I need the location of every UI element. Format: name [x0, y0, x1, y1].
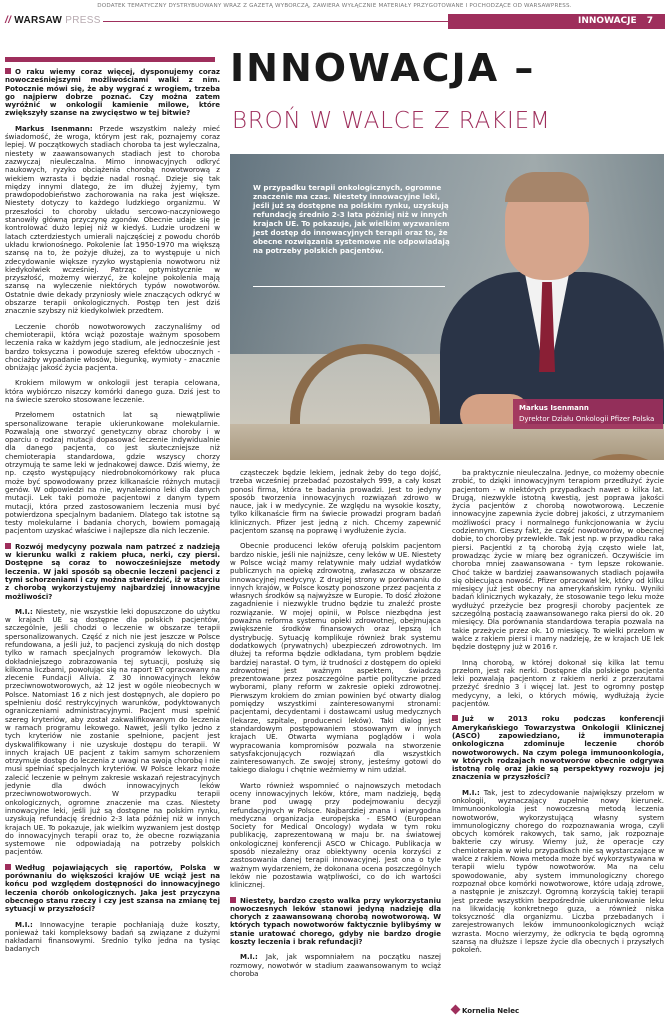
paragraph-text: Obecnie producenci leków oferują polskim pacjentom bardzo niskie, jeśli nie najniższe, ceny leków w UE. Niestety w Polsce wciąż mamy relatywnie mały udział wydatków publicznych na opiekę zdrowotną, zwłaszcza w obszarze innowacyjnej medycyny. Z drugiej strony w porównaniu do innych krajów, w Polsce koszty ponoszone przez pacjenta z własnych środków są najwyższe w Europie. To dość złożone zagadnienie i niezwykle trudno będzie tu znaleźć proste rozwiązanie. W mojej opinii, w Polsce niezbędna jest poważna reforma systemu opieki zdrowotnej, obejmująca zwiększenie środków finansowych oraz lepszą ich dystrybucję. Sytuację komplikuje również brak systemu dodatkowych (prywatnych) ubezpieczeń zdrowotnych. Im dłużej ta reforma będzie odkładana, tym problem będzie bardziej narastał. O tym, iż trudności z dostępem do opieki zdrowotnej jest ważnym aspektem, świadczą prezentowane przez poszczególne partie polityczne przed wyborami, plany reform w zakresie opieki zdrowotnej. Pierwszym krokiem do zmian powinien być otwarty dialog pomiędzy wszystkimi zainteresowanymi stronami: pacjentami, decydentami i dostawcami usług medycznych (lekarze, szpitale, producenci leków). Taki dialog jest standardowym postępowaniem stosowanym w innych krajach UE. Otwarta wymiana poglądów i wola wypracowania kompromisów pozwala na stworzenie satysfakcjonujących rozwiązań dla wszystkich zainteresowanych. Ze swojej strony, jesteśmy gotowi do takiego dialogu i chętnie weźmiemy w nim udział.	[230, 541, 441, 775]
logo-press: PRESS	[65, 15, 101, 26]
answer-paragraph	[452, 789, 664, 955]
answer-paragraph	[452, 469, 664, 652]
answer-paragraph	[452, 659, 664, 709]
answer-paragraph	[230, 542, 441, 774]
question-paragraph	[5, 864, 220, 914]
paragraph-text: Tak, jest to zdecydowanie największy przełom w onkologii, wyznaczający zupełnie nowy kierunek. Immunoonkologia jest nowoczesną metodą leczenia nowotworów, wykorzystującą własny system immunologiczny chorego do rozpoznawania wroga, czyli obcych komórek rakowych, tak samo, jak rozpoznaje bakterie czy wirusy. Wiemy już, że operacje czy chemioterapia w wielu przypadkach nie są wystarczające w walce z rakiem. Nowa metoda może być wykorzystywana w terapii wielu typów nowotworów. Ma na celu spowodowanie, aby system immunologiczny chorego rozpoznał obce komórki nowotworowe, które udają zdrowe, a następnie je zniszczył. Ogromną korzyścią takiej terapii jest przede wszystkim bezpośrednie ukierunkowanie leku na likwidację konkretnego guza, a również niska toksyczność dla organizmu. Liczba przebadanych i zarejestrowanych leków immunoonkologicznych wciąż wzrasta. Mocno wierzymy, że odkrycia te będą ogromną szansą na dłuższe i lepsze życie dla obecnych i przyszłych pokoleń.	[452, 787, 664, 955]
bullet-square-icon	[5, 68, 11, 74]
article-title: INNOWACJA –	[230, 46, 536, 90]
article-subtitle: BROŃ W WALCE Z RAKIEM	[232, 108, 551, 134]
person-name: Markus Isenmann	[519, 404, 589, 412]
paragraph-text: Niestety, bardzo często walka przy wykorzystaniu nowoczesnych leków stanowi jedyną nadzieję dla chorych z zaawansowaną chorobą nowotworową. W których typach nowotworów faktycznie bylibyśmy w stanie uratować chorego, gdyby nie bardzo drogie koszty leczenia i brak refundacji?	[230, 895, 441, 947]
title-accent-bar	[5, 57, 215, 62]
speaker-label: Markus Isenmann:	[15, 123, 93, 133]
answer-paragraph	[230, 782, 441, 890]
section-label: INNOWACJE	[578, 16, 637, 26]
answer-paragraph	[5, 379, 220, 404]
logo-main: WARSAW	[14, 15, 63, 26]
speaker-label: M.I.:	[15, 606, 33, 616]
question-paragraph	[230, 897, 441, 947]
publication-logo	[5, 15, 101, 26]
paragraph-text: Krokiem milowym w onkologii jest terapia celowana, która wybiórczo niszczy komórki danego guza. Dziś jest to na świecie szeroko stosowane leczenie.	[5, 378, 220, 404]
column-3	[452, 469, 664, 962]
bullet-square-icon	[5, 543, 11, 549]
column-3-body	[452, 469, 664, 955]
header-rule	[103, 21, 448, 22]
answer-paragraph	[230, 953, 441, 978]
section-bar	[448, 14, 665, 29]
column-1-body	[5, 125, 220, 954]
paragraph-text: Przede wszystkim należy mieć świadomość, że wroga, którym jest rak, poznajemy coraz lepiej. W początkowych stadiach choroba ta jest wyleczalna, niestety w zaawansowanych stadiach jest to choroba zazwyczaj nieuleczalna. Mimo innowacyjnych odkryć naukowych, ryzyko obciążenia chorobą nowotworową z wiekiem wzrasta i będzie nadal rosnąć. Dzieje się tak między innymi dlatego, że im dłużej żyjemy, tym prawdopodobieństwo zachorowania na raka jest większe. Niestety dotyczy to każdego ludzkiego organizmu. W przeszłości to choroby układu sercowo-naczyniowego stanowiły główną przyczynę zgonów. Obecnie udaje się je kontrolować dużo lepiej niż w kiedyś. Ludzie urodzeni w latach czterdziestych umierali najczęściej z powodu chorób układu krwionośnego. Pokolenie lat 1950-1970 ma większą szansę na to, że pożyje dłużej, za to występuje u nich zdecydowanie większe ryzyko wystąpienia nowotworu niż kiedykolwiek wcześniej. Patrząc optymistycznie w przyszłość, możemy wierzyć, że kolejne pokolenia mają szansę na wyleczenie niektórych typów nowotworów. Ostatnie dwie dekady przyniosły wiele znaczących odkryć w obszarze terapii onkologicznych. Postęp ten jest dziś znacznie szybszy niż kiedykolwiek przedtem.	[5, 123, 220, 316]
speaker-label: M.I.:	[462, 787, 480, 797]
paragraph-text: cząsteczek będzie lekiem, jednak żeby do tego dojść, trzeba wcześniej przebadać pozostałych 999, a cały koszt ponosi firma, która te badania prowadzi. Jest to jedyny sposób tworzenia innowacyjnych rozwiązań zdrowo w nauce, jak i w medycynie. Ze względu na wysokie koszty, tylko kilkanaście firm na świecie prowadzi program badań klinicznych. Pfizer jest jedną z nich. Chcemy zapewnić pacjentom szansę na poprawę i wydłużenie życia.	[230, 468, 441, 536]
answer-paragraph	[5, 921, 220, 954]
paragraph-text: Leczenie chorób nowotworowych zaczynaliśmy od chemioterapii, która wciąż pozostaje ważnym sposobem leczenia raka w każdym jego stadium, ale jednocześnie jest bardzo toksyczna i powoduje szereg efektów ubocznych - chociażby wypadanie włosów, biegunkę, wymioty - znacznie obniżając jakość życia pacjenta.	[5, 321, 220, 373]
answer-paragraph	[5, 411, 220, 535]
top-strip: DODATEK TEMATYCZNY DYSTRYBUOWANY WRAZ Z GAZETĄ WYBORCZĄ, ZAWIERA WYŁĄCZNIE MATERIAŁY PRZYGOTOWANE I POCHODZĄCE OD WARSAWPRESS.	[97, 3, 572, 9]
question-paragraph	[5, 543, 220, 601]
answer-paragraph	[5, 608, 220, 857]
logo-slash: //	[5, 15, 12, 26]
paragraph-text: Rozwój medycyny pozwala nam patrzeć z nadzieją w kierunku walki z rakiem płuca, nerki, czy piersi. Dostępne są coraz to nowocześniejsze metody leczenia. W jaki sposób są obecnie leczeni pacjenci z tymi schorzeniami i czy można stwierdzić, iż w starciu z chorobą wykorzystujemy najbardziej innowacyjne możliwości?	[5, 541, 220, 601]
answer-paragraph	[5, 125, 220, 316]
bullet-square-icon	[230, 897, 236, 903]
pull-quote-rule	[253, 286, 445, 287]
paragraph-text: Warto również wspomnieć o najnowszych metodach oceny innowacyjnych leków, które, mam nadzieję, będą brane pod uwagę przy podejmowaniu decyzji refundacyjnych w Polsce. Najbardziej znana i wiarygodna medyczna organizacja europejska - ESMO (European Society for Medical Oncology) wydała w tym roku publikację, zaprezentowaną w maju br. na światowej onkologicznej konferencji ASCO w Chicago. Publikacja w sposób niezależny oraz obiektywny ocenia korzyści z zastosowania danej terapii innowacyjnej. Jest ona o tyle ważnym wydarzeniem, że dokonana ocena poszczególnych leków nie pozostawia wątpliwości, co do ich wartości klinicznej.	[230, 780, 441, 890]
paragraph-text: ba praktycznie nieuleczalna. Jednye, co możemy obecnie zrobić, to dzięki innowacyjnym terapiom przedłużyć życie pacjentom - w niektórych przypadkach nawet o kilka lat. Drugą, niezwykle istotną kwestią, jest poprawa jakości życia pacjentów z chorobą nowotworową. Leczenie innowacyjne zapewnia życie dobrej jakości, z utrzymaniem możliwości pracy i normalnego funkcjonowania w życiu codziennym. Cieszy fakt, że część nowotworów, w obecnej dobie, to choroby przewlekłe. Tak jest np. w przypadku raka piersi. Pacjentki z tą chorobą żyją często wiele lat, prowadząc życie w miarę bez ograniczeń. Oczywiście im choroba mniej zaawansowana - tym lepsze rokowanie. Choć także w bardziej zaawansowanych stadiach pojawiła się obiecująca nowość. Pfizer opracował lek, który od kilku miesięcy już jest obecny na amerykańskim rynku. Wyniki badań klinicznych wykazały, że stosowanie tego leku może wydłużyć przeżycie bez progresji choroby pacjentek ze szczególną postacią zaawansowanego raka piersi do ok. 20 miesięcy. Dla porównania standardowa terapia pozwala na takie przeżycie przez ok. 10 miesięcy. To wielki przełom w walce z rakiem piersi i mamy nadzieję, że w krajach UE lek będzie dostępny już w 2016 r.	[452, 468, 664, 652]
page-number: 7	[646, 16, 653, 26]
pen-icon	[451, 1005, 461, 1015]
paragraph-text: Już w 2013 roku podczas konferencji Amerykańskiego Towarzystwa Onkologii Klinicznej (ASCO) zapowiedziano, iż immunoterapia onkologiczna zdominuje leczenie chorób nowotworowych. Na czym polega immunoonkologia, w których rodzajach nowotworów obecnie odgrywa istotną rolę oraz jakie są perspektywy rozwoju jej znaczenia w przyszłości?	[452, 714, 664, 782]
column-1	[5, 68, 220, 961]
article-lead: O raku wiemy coraz więcej, dysponujemy coraz nowocześniejszymi możliwościami walki z nim. Potocznie mówi się, że aby wygrać z wrogiem, trzeba go najpierw dobrze poznać. Czy można zatem wyróżnić w onkologii kamienie milowe, które zwiększyły szanse na zwycięstwo w tej bitwie?	[5, 67, 220, 118]
question-paragraph	[452, 715, 664, 781]
answer-paragraph	[5, 323, 220, 373]
bullet-square-icon	[452, 715, 458, 721]
speaker-label: M.I.:	[15, 919, 33, 929]
bullet-square-icon	[5, 864, 11, 870]
person-caption	[513, 399, 663, 429]
author-byline	[452, 1006, 519, 1015]
paragraph-text: Inną chorobą, w której dokonał się kilka lat temu przełom, jest rak nerki. Dostępne dla polskiego pacjenta leki pozwalają pacjentom z rakiem nerki z przerzutami przeżyć średnio 3 i więcej lat. Jest to ogromny postęp medycyny, a leki, o których mówię, wydłużają życie pacjentów.	[452, 657, 664, 709]
speaker-label: M.I.:	[240, 952, 258, 962]
paragraph-text: Przełomem ostatnich lat są niewątpliwie spersonalizowane terapie ukierunkowane molekularnie. Pozwalają one stworzyć genetyczny obraz choroby i w oparciu o rodzaj mutacji dopasować leczenie indywidualnie dla danego pacjenta, co jest skuteczniejsze niż chemioterapia standardowa, gdzie wszyscy chorzy otrzymują te same leki w jednakowej dawce. Dziś wiemy, że np. często występujący niedrobnokomórkowy rak płuca może być spowodowany przez kilkanaście różnych mutacji genów. W odpowiedzi na nie, wynaleziono leki dla danych mutacji. Lek taki pomoże pacjentowi z danym typem mutacji, która przed zastosowaniem leczenia musi być potwierdzona specjalnym badaniem. Dlatego tak istotne są testy molekularne i badania chorych, bowiem pomagają pacjentom uzyskać właściwe i najlepsze dla nich leczenie.	[5, 410, 220, 536]
paragraph-text: Innowacyjne terapie pochłaniają duże koszty, ponieważ taki kompleksowy badań są związane z dużymi nakładami finansowymi. Średnio tylko jedna na tysiąc badanych	[5, 919, 220, 954]
photo-pull-quote: W przypadku terapii onkologicznych, ogromne znaczenie ma czas. Niestety innowacyjne leki, jeśli już są dostępne na polskim rynku, uzyskują refundację średnio 2-3 lata później niż w innych krajach UE. To pokazuje, jak wielkim wyzwaniem jest dostęp do innowacyjnych terapii oraz to, że obecne rozwiązania systemowe nie odpowiadają na potrzeby polskich pacjentów.	[253, 183, 450, 255]
photo-table	[230, 424, 664, 460]
paragraph-text: Jak, jak wspomniałem na początku naszej rozmowy, nowotwór w stadium zaawansowanym to wciąż choroba	[230, 952, 441, 978]
person-role: Dyrektor Działu Onkologii Pfizer Polska	[519, 415, 655, 423]
author-name: Kornelia Nelec	[462, 1007, 520, 1015]
page-header	[0, 14, 669, 32]
answer-paragraph	[230, 469, 441, 535]
column-2	[230, 469, 441, 985]
column-2-body	[230, 469, 441, 978]
paragraph-text: Niestety, nie wszystkie leki dopuszczone do użytku w krajach UE są dostępne dla polskich pacjentów, szczególnie, jeśli chodzi o leczenie w obszarze terapii spersonalizowanych. Część z nich nie jest jeszcze w Polsce refundowana, a jeśli już, to pacjenci zyskują do nich dostęp tylko w ramach specjalnych programów lekowych. Dla dokładniejszego zobrazowania tej sytuacji, posłużę się kilkoma liczbami, powołując się na raport EY opracowany na zlecenie Fundacji Alivia. Z 30 innowacyjnych leków przeciwnowotworowych, aż 12 jest w ogóle nieobecnych w Polsce. Natomiast 16 z nich jest dostępnych, ale dopiero po spełnieniu dość restrykcyjnych warunków, podyktowanych ograniczeniami administracyjnymi. Pacjent musi spełnić szereg kryteriów, aby został zakwalifikowanym do leczenia w ramach programu lekowego. Nawet, jeśli tylko jedno z tych kryteriów nie zostanie spełnione, pacjent jest dyskwalifikowany i nie uzyskuje dostępu do terapii. W innych krajach UE pacjent z takim samym schorzeniem otrzymuje dostęp do leczenia z uwagi na swoją chorobę i nie musi spełniać specjalnych kryteriów. W Polsce lekarz może zalecić leczenie w pełnym zakresie wskazań rejestracyjnych jedynie dla dwóch innowacyjnych leków przeciwnowotworowych. W przypadku terapii onkologicznych, ogromne znaczenie ma czas. Niestety innowacyjne leki, jeśli już są dostępne na polskim rynku, uzyskują refundację średnio 2-3 lata później niż w innych krajach UE. To pokazuje, jak wielkim wyzwaniem jest dostęp do innowacyjnych terapii oraz to, że obecne rozwiązania systemowe nie odpowiadają na potrzeby polskich pacjentów.	[5, 606, 220, 857]
paragraph-text: Według pojawiających się raportów, Polska w porównaniu do większości krajów UE wciąż jest na końcu pod względem dostępności do innowacyjnego leczenia chorób onkologicznych. Jaka jest przyczyna obecnego stanu rzeczy i czy jest szansa na zmianę tej sytuacji w przyszłości?	[5, 862, 220, 914]
